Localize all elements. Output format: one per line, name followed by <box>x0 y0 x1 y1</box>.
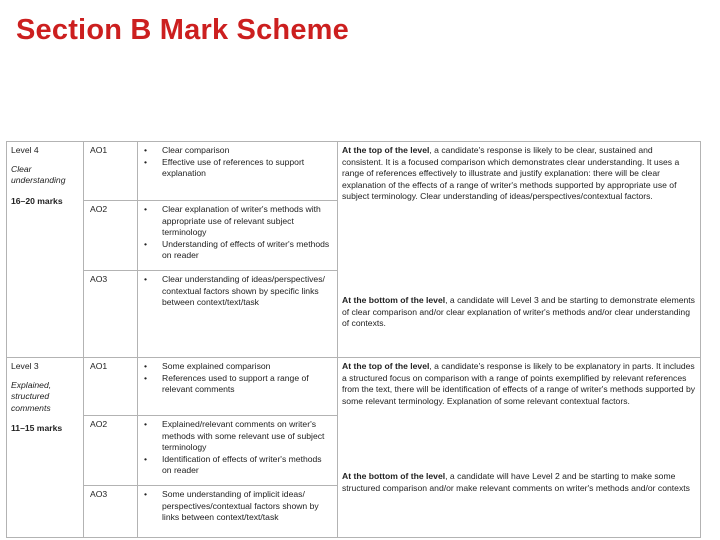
bottom-of-level-heading: At the bottom of the level <box>342 294 446 305</box>
criteria-bullet: • Some understanding of implicit ideas/ perspectives/contextual factors shown by links between context/text/task <box>142 489 333 524</box>
level-descriptor: Explained, structured comments <box>11 379 52 413</box>
ao-criteria <box>138 142 338 201</box>
ao-label: AO3 <box>84 486 138 538</box>
level-name: Level 4 <box>11 145 39 155</box>
bottom-of-level-text: At the bottom of the level, a candidate will Level 3 and be starting to demonstrate elements of clear comparison and/or clear explanation of writer's methods and/or clear understanding of contexts. <box>342 294 695 329</box>
level-guidance <box>338 358 701 538</box>
ao-criteria <box>138 486 338 538</box>
bottom-of-level-heading: At the bottom of the level <box>342 471 446 482</box>
level-name: Level 3 <box>11 361 39 371</box>
top-of-level-heading: At the top of the level <box>342 145 430 155</box>
bottom-of-level-text: At the bottom of the level, a candidate will have Level 2 and be starting to make some structured comparison and/or make relevant comments on writer's methods and/or contexts <box>342 471 690 493</box>
criteria-bullet: • Understanding of effects of writer's methods on reader <box>142 239 333 262</box>
ao-label: AO3 <box>84 271 138 358</box>
mark-scheme-table <box>6 141 701 538</box>
criteria-bullet: • References used to support a range of relevant comments <box>142 373 333 396</box>
table-row <box>7 358 701 416</box>
ao-label: AO2 <box>84 201 138 271</box>
top-of-level-text: At the top of the level, a candidate's response is likely to be explanatory in parts. It includes a structured focus on comparison with a range of points exemplified by relevant references from the text, there will be identification of effects of a range of writer's methods supported by some relevant terminology. Explanation of some relevant contextual factors. <box>342 361 696 406</box>
ao-label: AO1 <box>84 142 138 201</box>
ao-criteria <box>138 201 338 271</box>
level-guidance <box>338 142 701 358</box>
slide-title: Section B Mark Scheme <box>16 14 349 46</box>
criteria-bullet: • Clear explanation of writer's methods with appropriate use of relevant subject terminology <box>142 204 333 239</box>
ao-criteria <box>138 416 338 486</box>
ao-criteria <box>138 358 338 416</box>
level-cell <box>7 142 84 358</box>
top-of-level-text: At the top of the level, a candidate's response is likely to be clear, sustained and consistent. It is a focused comparison which demonstrates clear understanding. It uses a range of references effectively to illustrate and justify explanation: there will be clear explanation of the effects of a range of writer's methods supported by appropriate use of subject terminology. Clear understanding of ideas/perspectives/contextual factors. <box>342 145 680 202</box>
criteria-bullet: • Identification of effects of writer's methods on reader <box>142 454 333 477</box>
criteria-bullet: • Effective use of references to support explanation <box>142 157 333 180</box>
ao-criteria <box>138 271 338 358</box>
table-row <box>7 142 701 201</box>
top-of-level-heading: At the top of the level <box>342 361 430 371</box>
ao-label: AO1 <box>84 358 138 416</box>
criteria-bullet: • Clear comparison <box>142 145 333 157</box>
level-cell <box>7 358 84 538</box>
ao-label: AO2 <box>84 416 138 486</box>
level-marks: 16–20 marks <box>11 195 63 206</box>
level-marks: 11–15 marks <box>11 423 63 434</box>
criteria-bullet: • Clear understanding of ideas/perspectives/ contextual factors shown by specific links between context/text/task <box>142 274 333 309</box>
criteria-bullet: • Some explained comparison <box>142 361 333 373</box>
criteria-bullet: • Explained/relevant comments on writer's methods with some relevant use of subject terminology <box>142 419 333 454</box>
level-descriptor: Clear understanding <box>11 163 66 186</box>
